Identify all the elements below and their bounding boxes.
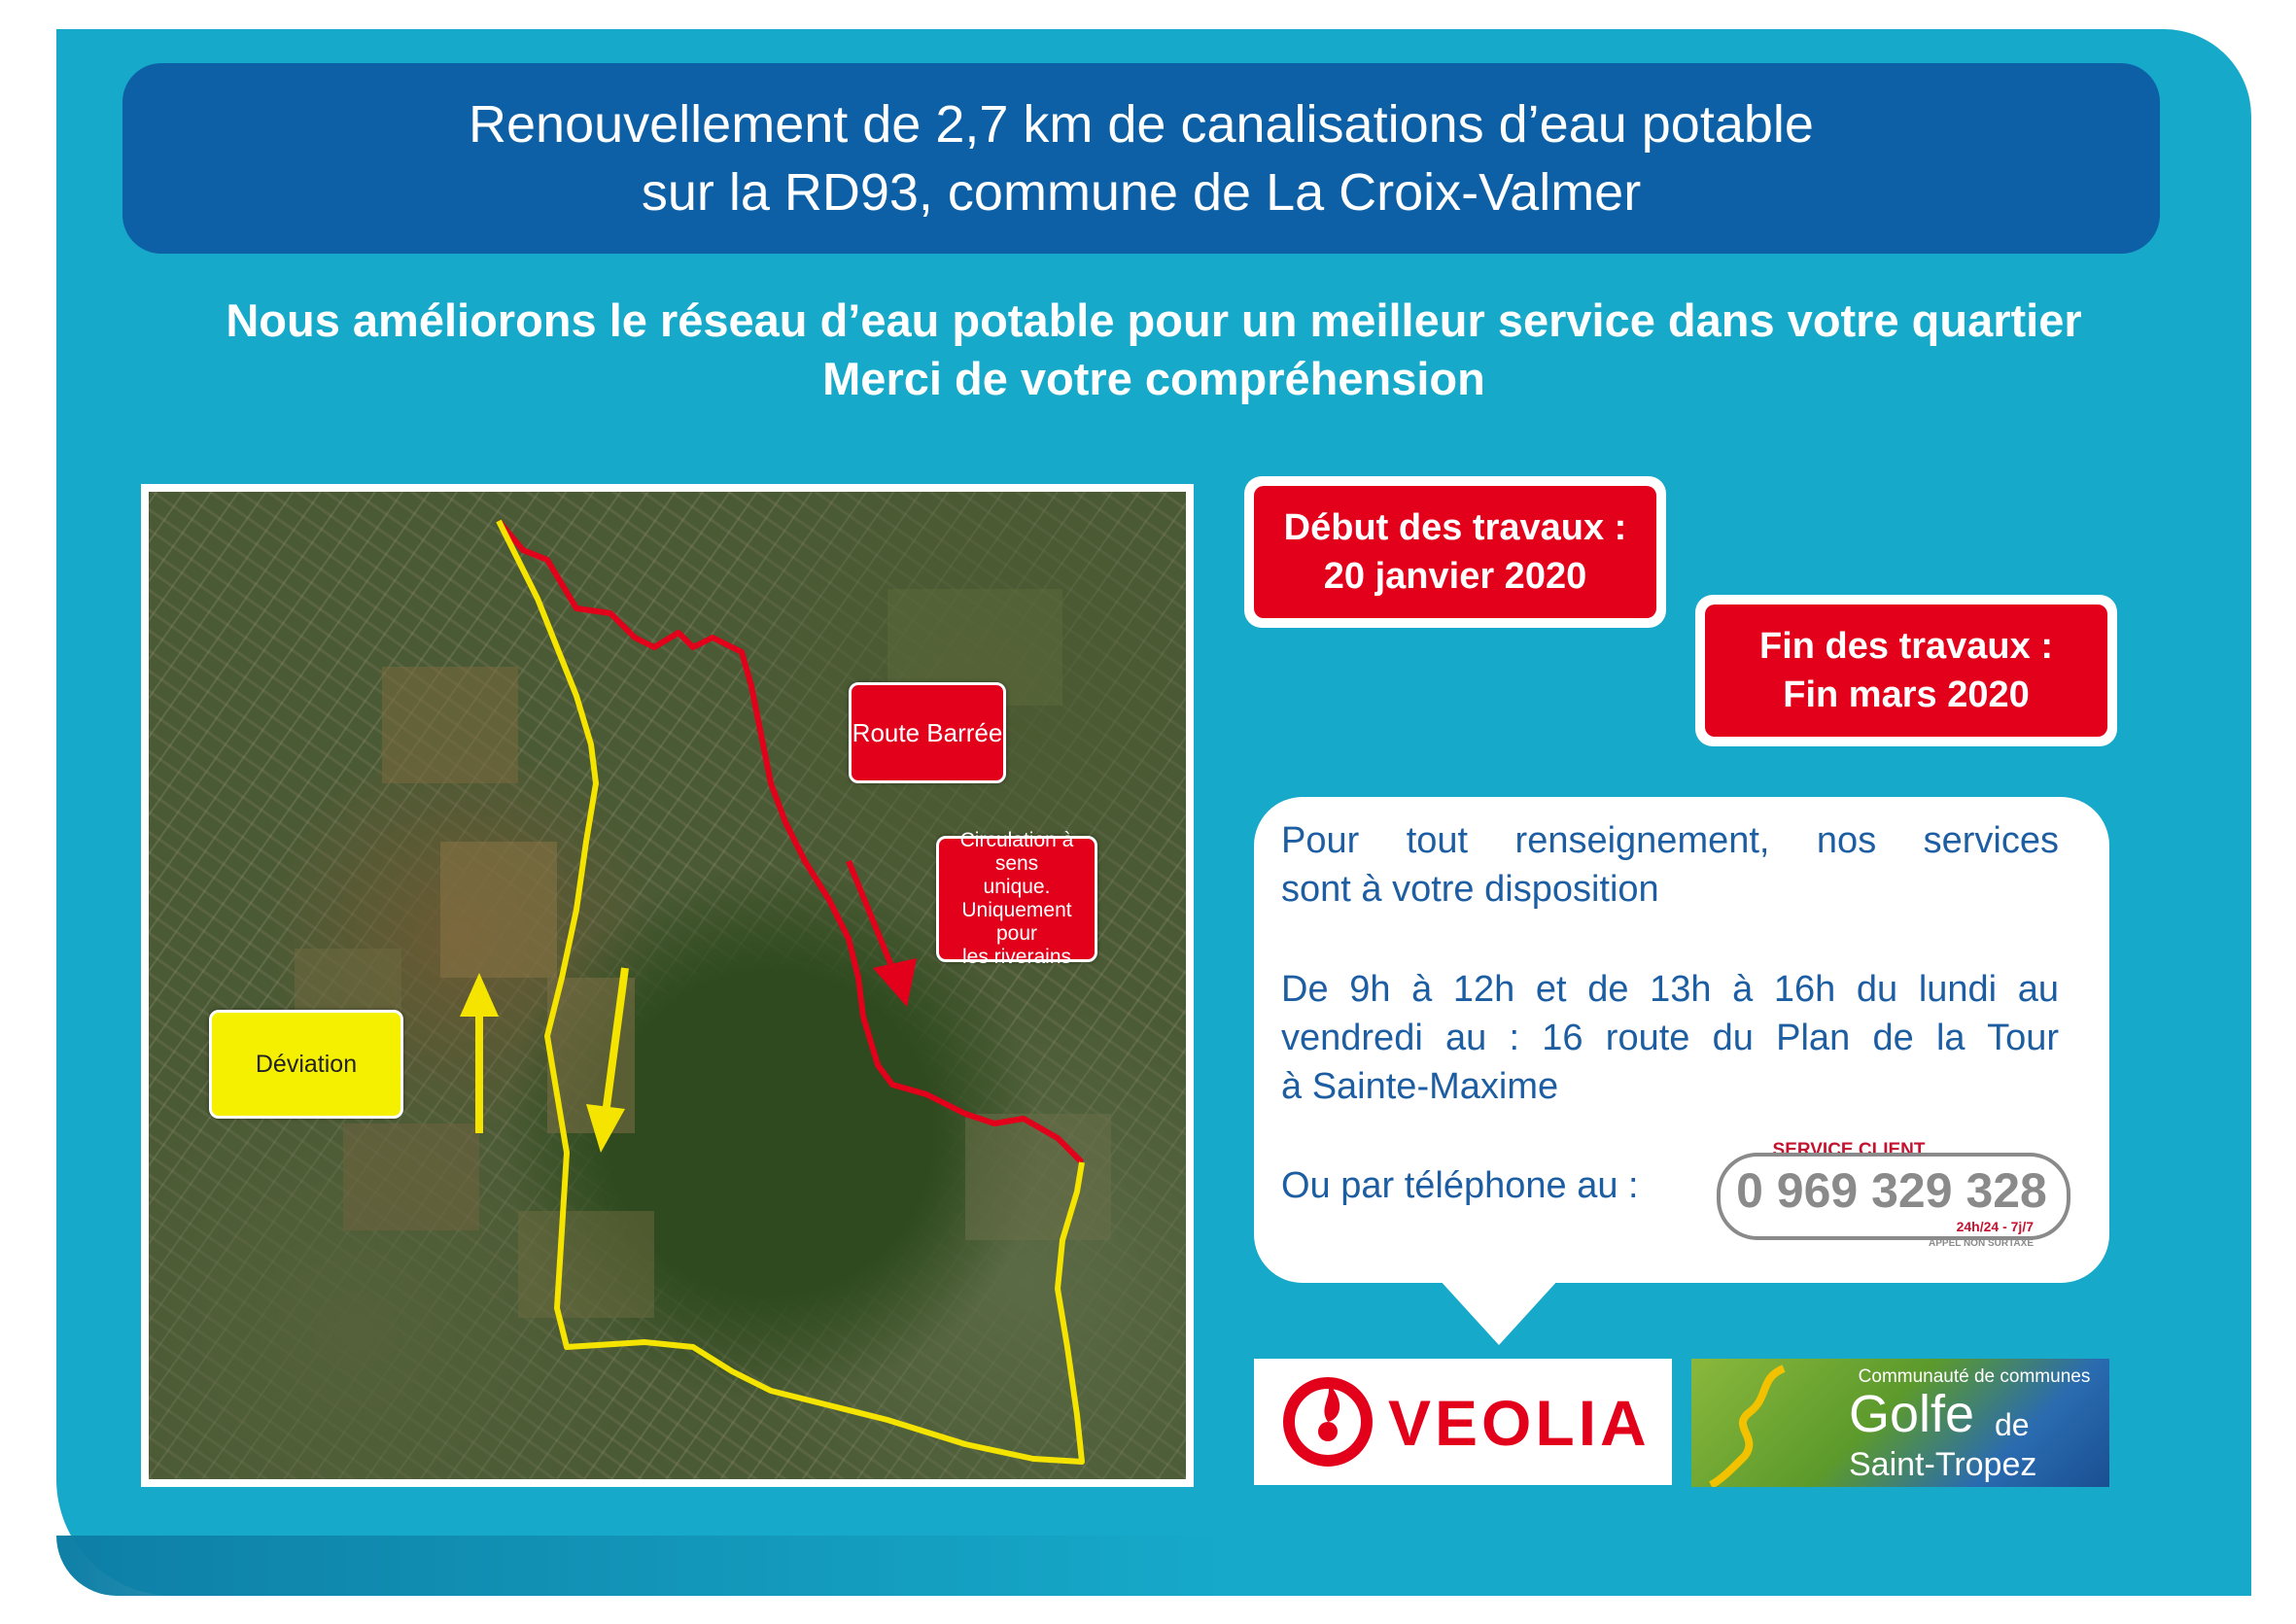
contact-line-2: sont à votre disposition — [1281, 869, 1659, 910]
start-date-label: Début des travaux : — [1283, 507, 1627, 548]
contact-bubble-tail — [1439, 1279, 1559, 1345]
availability-label: 24h/24 - 7j/7 — [1917, 1219, 2034, 1234]
hours-line-1: De 9h à 12h et de 13h à 16h du lundi au — [1281, 969, 2059, 1010]
circulation-line-1: Circulation à sens — [959, 829, 1074, 875]
route-barree-label: Route Barrée — [849, 682, 1006, 783]
title-banner — [122, 63, 2160, 254]
circulation-line-3: Uniquement pour — [961, 899, 1072, 945]
contact-line-1: Pour tout renseignement, nos services — [1281, 820, 2059, 861]
deviation-label: Déviation — [209, 1010, 403, 1119]
aerial-map — [141, 484, 1194, 1487]
start-date-value: 20 janvier 2020 — [1323, 556, 1587, 597]
end-date-value: Fin mars 2020 — [1783, 674, 2030, 715]
end-date-label: Fin des travaux : — [1759, 626, 2053, 667]
aerial-map-image — [149, 492, 1186, 1479]
veolia-wordmark: VEOLIA — [1388, 1387, 1651, 1459]
golfe-main-text: Golfe — [1849, 1385, 1975, 1443]
veolia-logo — [1254, 1359, 1672, 1485]
phone-intro: Ou par téléphone au : — [1281, 1165, 1639, 1206]
tagline-line-2: Merci de votre compréhension — [822, 353, 1485, 404]
golfe-de-text: de — [1995, 1407, 2030, 1442]
route-overlay — [149, 492, 1186, 1479]
end-date-badge — [1705, 605, 2107, 737]
surcharge-label: APPEL NON SURTAXÉ — [1929, 1238, 2034, 1249]
circulation-label — [936, 829, 1097, 968]
phone-number[interactable]: 0 969 329 328 — [1736, 1163, 2047, 1218]
hours-line-2: vendredi au : 16 route du Plan de la Tour — [1281, 1018, 2059, 1058]
golfe-logo — [1691, 1359, 2109, 1487]
tagline-line-1: Nous améliorons le réseau d’eau potable pour un meilleur service dans votre quartier — [226, 294, 2082, 346]
veolia-emblem-icon — [1279, 1373, 1376, 1470]
golfe-bottom-text: Saint-Tropez — [1849, 1446, 2037, 1483]
title-line-2: sur la RD93, commune de La Croix-Valmer — [641, 163, 1642, 222]
circulation-line-4: les riverains — [961, 946, 1072, 968]
title-line-1: Renouvellement de 2,7 km de canalisations d’eau potable — [469, 95, 1814, 154]
circulation-line-2: unique. — [983, 876, 1051, 898]
start-date-badge — [1254, 486, 1656, 618]
hours-line-3: à Sainte-Maxime — [1281, 1066, 1559, 1107]
deviation-arrow-up — [460, 973, 499, 1133]
panel-shadow — [56, 1536, 1223, 1596]
golfe-coastline-icon — [1691, 1359, 1847, 1487]
service-client-label: SERVICE CLIENT — [1761, 1140, 1936, 1161]
golfe-top-text: Communauté de communes — [1858, 1366, 2091, 1387]
